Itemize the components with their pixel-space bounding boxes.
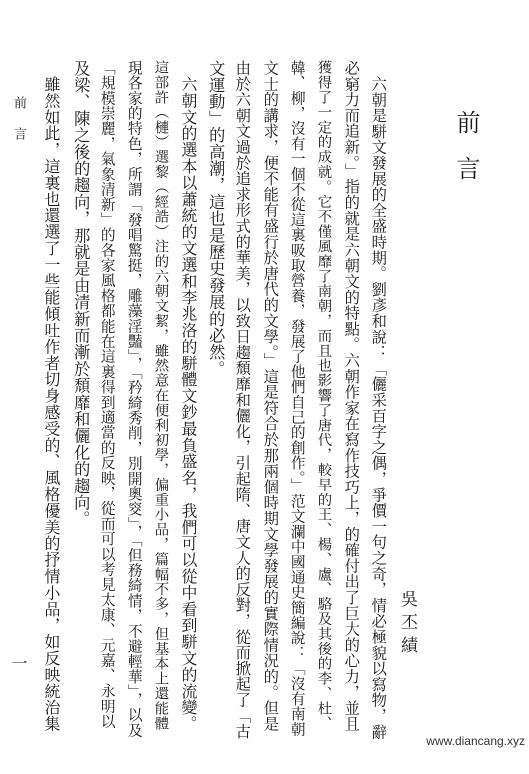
text-column: 六朝是駢文發展的全盛時期。劉彥和說：「儷采百字之偶，爭價一句之奇，情必極貌以寫物，辭 bbox=[369, 76, 388, 740]
text-column: 及梁、陳之後的趨向，那就是由清新而漸於頹靡和儷化的趨向。 bbox=[71, 60, 91, 528]
author-name: 吳丕績 bbox=[397, 590, 417, 659]
page-title: 前言 bbox=[452, 110, 480, 202]
text-column: 由於六朝文過於追求形式的華美，以致日趨頹靡和儷化，引起隋、唐文人的反對，從而掀起了「古 bbox=[233, 60, 252, 740]
page-number: 一 bbox=[9, 655, 28, 671]
text-column: 現各家的特色，所謂「發唱驚挺，雕藻淫豔」，「矜綺秀削，別開奧窔」，「但務綺情，不避輕華」，以及 bbox=[125, 60, 143, 738]
text-column: 獲得了一定的成就。它不僅風靡了南朝，而且也影響了唐代，較早的王、楊、盧、駱及其後的李、杜、 bbox=[315, 60, 332, 731]
text-column: 這部許（槤）選黎（經誥）注的六朝文絜，雖然意在便利初學，偏重小品，篇幅不多，但基本上還能體 bbox=[152, 60, 169, 731]
watermark: www.diancang.xyz bbox=[426, 734, 525, 748]
text-column: 文士的講求，便不能有盛行於唐代的文學。」這是符合於那兩個時期文學發展的實際情況的。但是 bbox=[261, 60, 280, 732]
text-column: 必窮力而追新。」指的就是六朝文的特點。六朝作家在寫作技巧上，的確付出了巨大的心力，並且 bbox=[342, 60, 361, 732]
text-column: 雖然如此，這裏也還選了一些能傾吐作者切身感受的、風格優美的抒情小品，如反映統治集 bbox=[41, 76, 61, 732]
text-column: 文運動」的高潮，這也是歷史發展的必然。 bbox=[206, 60, 226, 378]
text-column: 「規模崇麗，氣象清新」的各家風格都能在這裏得到適當的反映，從而可以考見太康、元嘉、永明以 bbox=[98, 60, 116, 729]
text-column: 六朝文的選本以蕭統的文選和李兆洛的駢體文鈔最負盛名，我們可以從中看到駢文的流變。 bbox=[178, 76, 198, 732]
text-column: 韓、柳，沒有一個不從這裏吸取營養，發展了他們自己的創作。」范文瀾中國通史簡編說：「沒有南朝 bbox=[288, 60, 306, 737]
running-header: 前言 bbox=[11, 96, 26, 158]
